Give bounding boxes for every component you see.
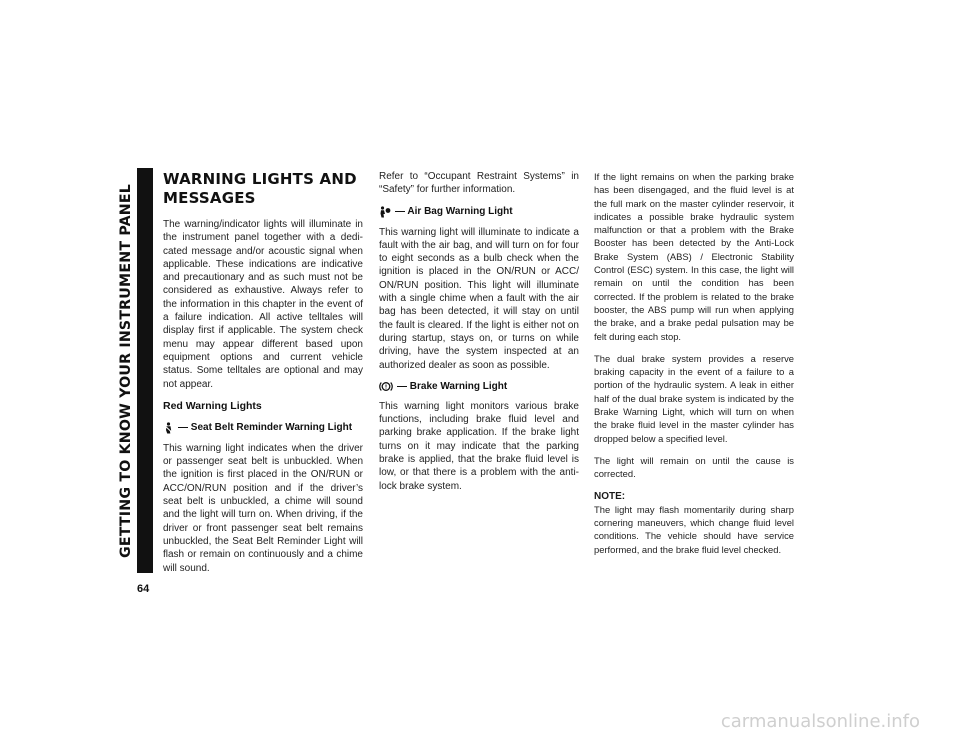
red-warning-lights-heading: Red Warning Lights [163,399,262,412]
air-bag-heading [379,206,579,218]
column-3 [594,170,794,565]
seat-belt-paragraph-1: This warning light indicates when the driver or passenger seat belt is unbuckled. When the ignition is first placed in the ON/RUN or ACC/ON/RUN position and if the driver’s seat belt is unbuckled, a chime will sound and the light will turn on. When driving, if the driver or front passenger seat belt remains unbuckled, the Seat Belt Reminder Light will flash or remain on continuously and a chime will sound. [163,442,363,574]
svg-text:!: ! [384,384,388,391]
column-2 [379,170,579,502]
brake-paragraph-1: This warning light monitors various brake functions, including brake fluid level and parking brake application. If the brake light turns on it may indicate that the parking brake is applied, that the brake fluid level is low, or that there is a problem with the anti-lock brake system. [379,400,579,492]
airbag-icon [379,206,391,218]
brake-paragraph-4: The light will remain on until the cause is corrected. [594,454,794,480]
brake-heading-text: — Brake Warning Light [397,380,508,392]
page-number: 64 [137,583,150,595]
seat-belt-heading [163,422,363,434]
chapter-title: GETTING TO KNOW YOUR INSTRUMENT PANEL [118,183,135,558]
brake-icon [379,381,393,392]
watermark: carmanualsonline.info [720,711,920,732]
note-label: NOTE: [594,490,626,502]
chapter-tab [115,163,137,578]
note-text: The light may flash momentarily during sharp cornering maneuvers, which change fluid level conditions. The vehicle should have service performed, and the brake fluid level checked. [594,503,794,555]
seatbelt-icon [163,422,174,434]
intro-paragraph: The warning/indicator lights will illuminate in the instrument panel together with a dedi-cated message and/or acoustic signal when applicable. These indications are indicative and precautionary and as such must not be considered as exhaustive. Always refer to the information in this chapter in the event of a failure indication. All active telltales will display first if applicable. The system check menu may appear different based upon equipment options and current vehicle status. Some telltales are optional and may not appear. [163,219,363,390]
seat-belt-paragraph-2: Refer to “Occupant Restraint Systems” in “Safety” for further information. [379,171,579,196]
chapter-tab-band [137,168,153,573]
seat-belt-heading-text: — Seat Belt Reminder Warning Light [178,422,353,434]
brake-paragraph-2: If the light remains on when the parking brake has been disengaged, and the fluid level is at the full mark on the master cylinder reservoir, it indicates a possible brake hydraulic system malfunction or that a problem with the Brake Booster has been detected by the Anti-Lock Brake System (ABS) / Electronic Stability Control (ESC) system. In this case, the light will remain on until the condition has been corrected. If the problem is related to the brake booster, the ABS pump will run when applying the brake, and a brake pedal pulsation may be felt during each stop. [594,171,794,342]
air-bag-heading-text: — Air Bag Warning Light [395,206,513,218]
main-heading: WARNING LIGHTS AND MESSAGES [163,170,357,207]
column-1 [163,170,363,575]
brake-paragraph-3: The dual brake system provides a reserve braking capacity in the event of a failure to a portion of the hydraulic system. A leak in either half of the dual brake system is indicated by the Brake Warning Light, which will turn on when the brake fluid level in the master cylinder has dropped below a specified level. [594,352,794,444]
air-bag-paragraph: This warning light will illuminate to indicate a fault with the air bag, and will turn on for four to eight seconds as a bulb check when the ignition is placed in the ON/RUN or ACC/ ON/RUN position. This light will illuminate with a single chime when a fault with the air bag has been detected, it will stay on until the fault is cleared. If the light is either not on during startup, stays on, or turns on while driving, have the system inspected at an authorized dealer as soon as possible. [379,226,579,371]
brake-heading [379,381,579,392]
